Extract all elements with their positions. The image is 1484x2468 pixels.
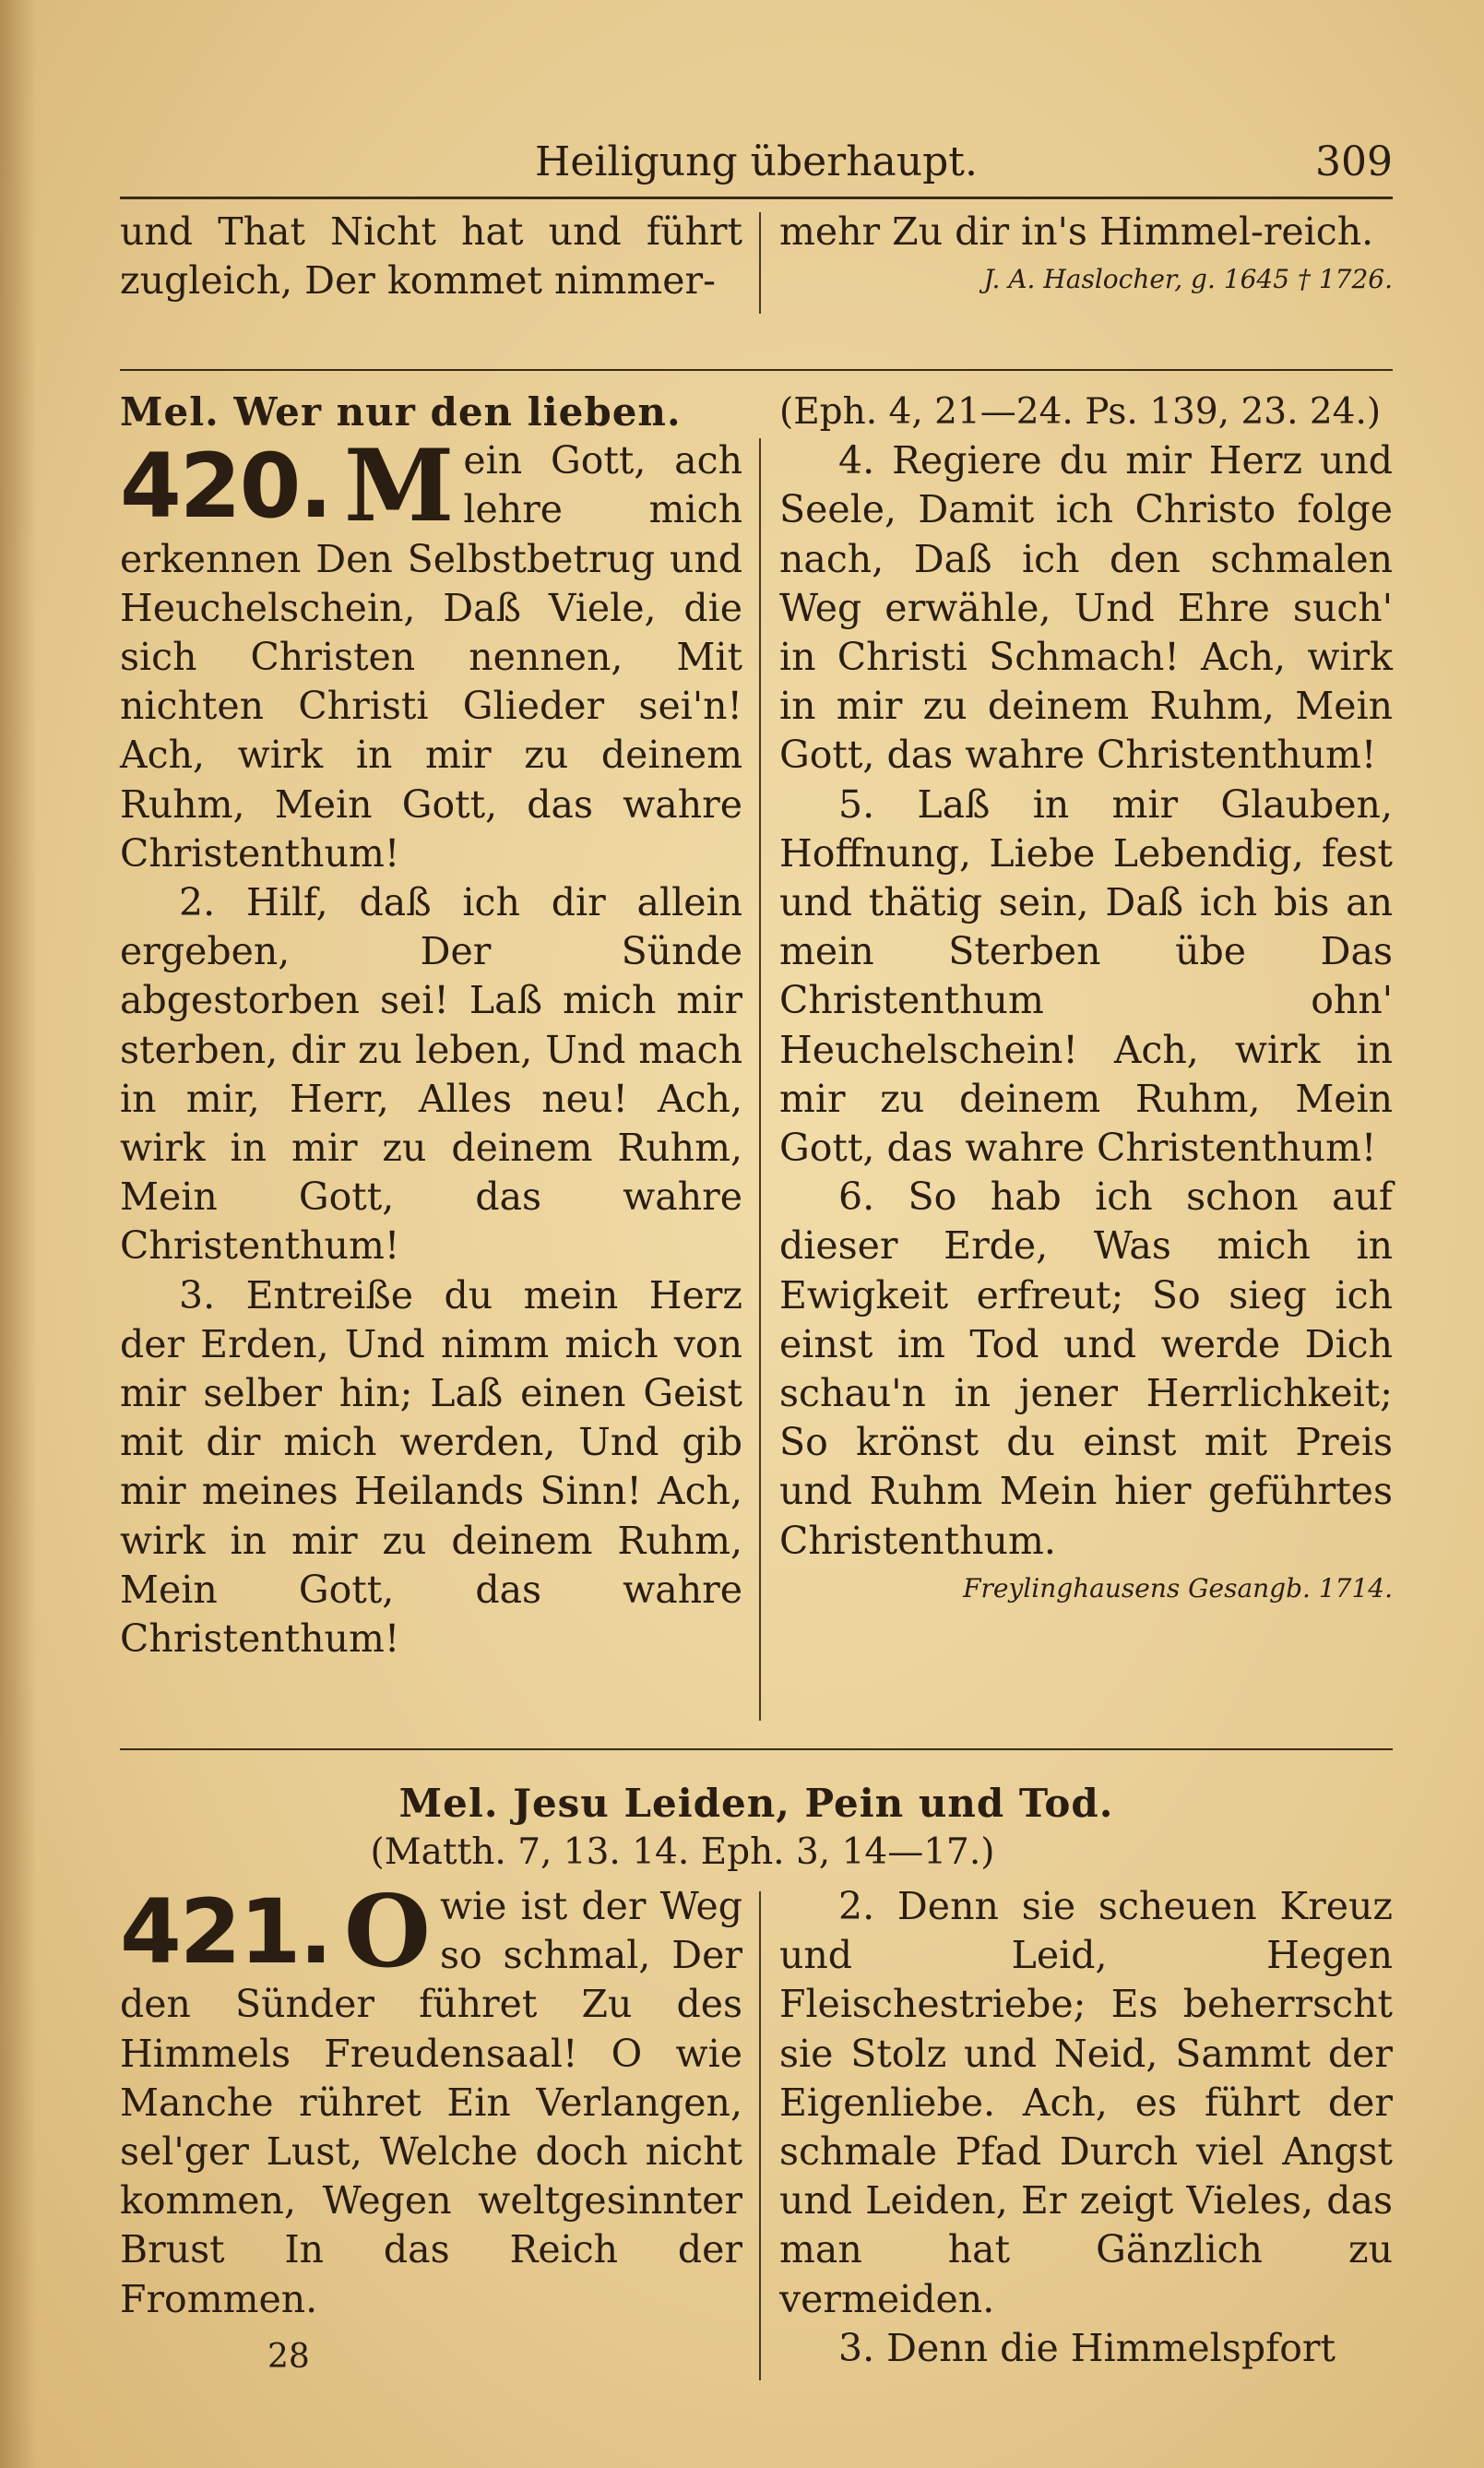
book-page: [120, 120, 1393, 2408]
prev-hymn-attribution: J. A. Haslocher, g. 1645 † 1726.: [983, 264, 1393, 295]
hymn-421-melody: Mel. Jesu Leiden, Pein und Tod.: [398, 1781, 1114, 1826]
hymn-420-number: 420.: [120, 435, 331, 539]
hymn-420-stanza-3: 3. Entreiße du mein Herz der Erden, Und nimm mich von mir selber hin; Laß einen Geist mit dir mich werden, Und gib mir meines Heilands Sinn! Ach, wirk in mir zu deinem Ruhm, Mein Gott, das wahre Christenthum!: [120, 1272, 742, 1662]
page-number: 309: [1315, 138, 1393, 185]
running-head: [120, 138, 1393, 203]
column-rule-top: [759, 212, 761, 314]
hymn-421-number: 421.: [120, 1880, 331, 1984]
hymn-421-stanza-1: [120, 1874, 742, 2324]
hymn-420-stanza-6: 6. So hab ich schon auf dieser Erde, Was mich in Ewigkeit erfreut; So sieg ich einst im Tod und werde Dich schau'n in jener Herrlichkeit; So krönst du einst mit Preis und Ruhm Mein hier geführtes Christenthum.: [779, 1174, 1393, 1563]
hymn-420-dropcap: M: [343, 428, 455, 545]
hymn-420-stanza-1: [120, 428, 742, 878]
hymn-420-scripture: (Eph. 4, 21—24. Ps. 139, 23. 24.): [779, 391, 1382, 433]
hymn-420-stanza-2: 2. Hilf, daß ich dir allein ergeben, Der Sünde abgestorben sei! Laß mich mir sterben, dir zu leben, Und mach in mir, Herr, Alles neu! Ach, wirk in mir zu deinem Ruhm, Mein Gott, das wahre Christenthum!: [120, 880, 742, 1269]
hymn-420-left-column: [120, 387, 742, 1663]
section-rule-1: [120, 369, 1393, 371]
hymn-420-attribution: Freylinghausens Gesangb. 1714.: [963, 1572, 1393, 1604]
hymn-421-left-column: [120, 1874, 742, 2324]
prev-hymn-right-text: mehr Zu dir in's Himmel-reich.: [779, 209, 1374, 254]
column-rule-bottom: [759, 1891, 761, 2380]
signature-mark: 28: [267, 2338, 310, 2376]
hymn-420-stanza-4: 4. Regiere du mir Herz und Seele, Damit ich Christo folge nach, Daß ich den schmalen Weg erwähle, Und Ehre such' in Christi Schmach! Ach, wirk in mir zu deinem Ruhm, Mein Gott, das wahre Christenthum!: [779, 438, 1393, 778]
hymn-420-stanza-1-text: ein Gott, ach lehre mich erkennen Den Selbstbetrug und Heuchelschein, Daß Viele, die sich Christen nennen, Mit nichten Christi Glieder sei'n! Ach, wirk in mir zu deinem Ruhm, Mein Gott, das wahre Christenthum!: [120, 438, 742, 876]
column-rule-middle: [759, 438, 761, 1721]
hymn-420-right-column: [779, 387, 1393, 1612]
hymn-420-stanza-5: 5. Laß in mir Glauben, Hoffnung, Liebe Lebendig, fest und thätig sein, Daß ich bis an mein Sterben übe Das Christenthum ohn' Heuchelschein! Ach, wirk in mir zu deinem Ruhm, Mein Gott, das wahre Christenthum!: [779, 781, 1393, 1171]
hymn-421-scripture: (Matth. 7, 13. 14. Eph. 3, 14—17.): [370, 1831, 995, 1873]
hymn-421-dropcap: O: [343, 1874, 431, 1990]
header-rule: [120, 197, 1393, 199]
hymn-421-stanza-3: 3. Denn die Himmelspfort: [838, 2325, 1336, 2370]
running-title: Heiligung überhaupt.: [535, 138, 978, 185]
section-rule-2: [120, 1748, 1393, 1750]
prev-hymn-right: [779, 208, 1393, 303]
page-edge-shadow: [0, 0, 37, 2468]
prev-hymn-left-text: und That Nicht hat und führt zugleich, Der kommet nimmer-: [120, 209, 742, 304]
hymn-421-stanza-2: 2. Denn sie scheuen Kreuz und Leid, Hegen Fleischestriebe; Es beherrscht sie Stolz und Neid, Sammt der Eigenliebe. Ach, es führt der schmale Pfad Durch viel Angst und Leiden, Er zeigt Vieles, das man hat Gänzlich zu vermeiden.: [779, 1884, 1393, 2321]
prev-hymn-left: [120, 208, 742, 305]
hymn-421-stanza-1-text: wie ist der Weg so schmal, Der den Sünder führet Zu des Himmels Freudensaal! O wie Manche rühret Ein Verlangen, sel'ger Lust, Welche doch nicht kommen, Wegen weltgesinnter Brust In das Reich der Frommen.: [120, 1884, 742, 2321]
hymn-420-melody: Mel. Wer nur den lieben.: [120, 389, 682, 435]
hymn-421-right-column: [779, 1882, 1393, 2373]
